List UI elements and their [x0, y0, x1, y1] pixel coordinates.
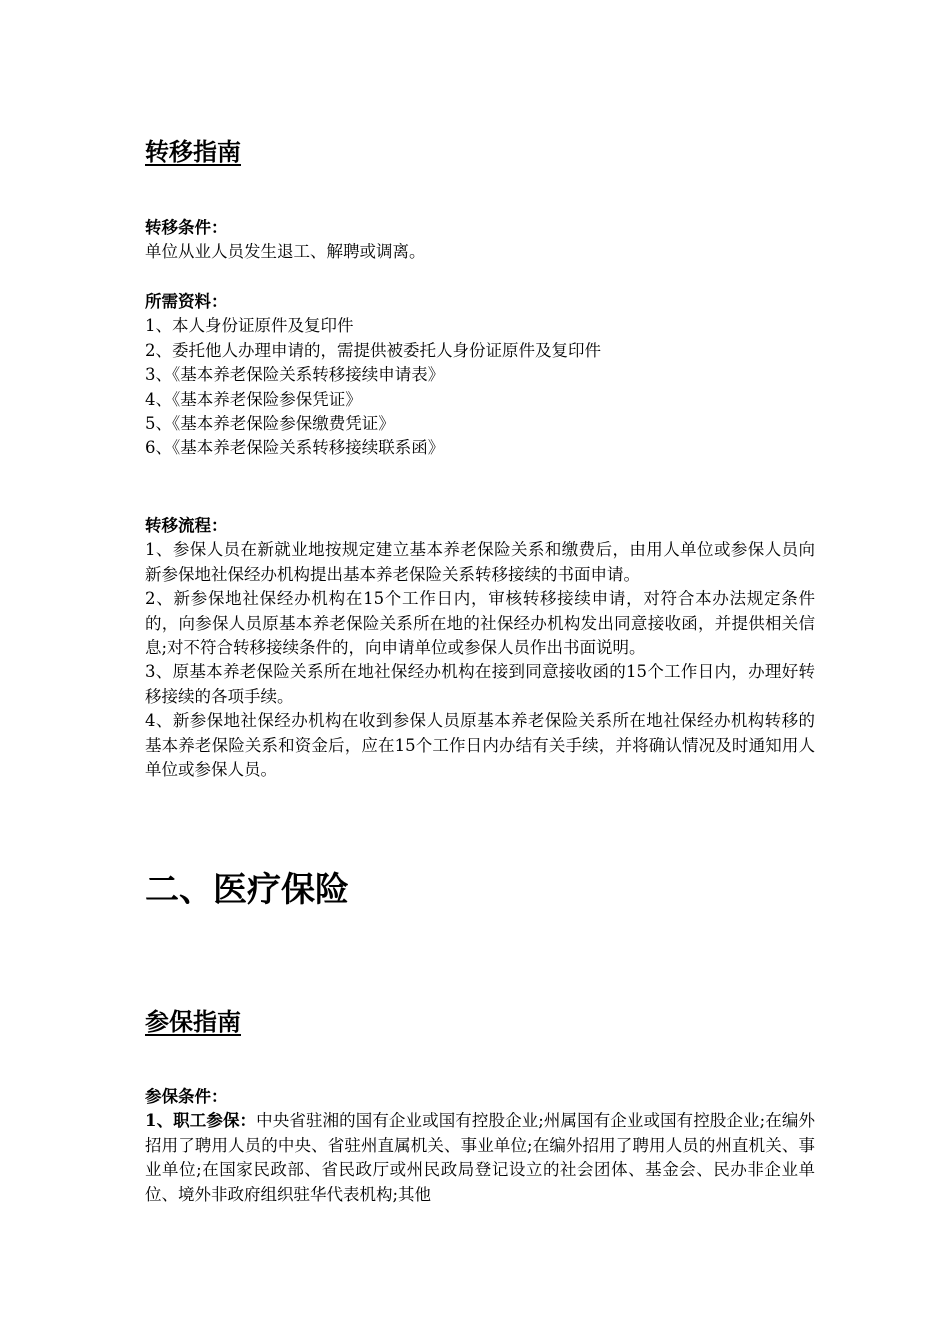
process-step: 2、新参保地社保经办机构在15个工作日内，审核转移接续申请，对符合本办法规定条件的，向参保人员原基本养老保险关系所在地的社保经办机构发出同意接收函，并提供相关信息;对不符合转移接续条件的，向申请单位或参保人员作出书面说明。: [145, 589, 815, 658]
materials-item: 3、《基本养老保险关系转移接续申请表》: [145, 365, 445, 385]
process-label: 转移流程：: [145, 516, 228, 535]
enroll-guide-title: 参保指南: [145, 1007, 241, 1036]
enroll-item-1-text: 中央省驻湘的国有企业或国有控股企业;州属国有企业或国有控股企业;在编外招用了聘用人员的中央、省驻州直属机关、事业单位;在编外招用了聘用人员的州直机关、事业单位;在国家民政部、省民政厅或州民政局登记设立的社会团体、基金会、民办非企业单位、境外非政府组织驻华代表机构;其他: [145, 1111, 816, 1204]
materials-section: [145, 290, 815, 461]
process-step: 3、原基本养老保险关系所在地社保经办机构在接到同意接收函的15个工作日内，办理好转移接续的各项手续。: [145, 662, 815, 706]
materials-item: 1、本人身份证原件及复印件: [145, 316, 354, 336]
enroll-conditions-label: 参保条件：: [145, 1087, 228, 1106]
section-two-heading: 二、医疗保险: [145, 870, 349, 910]
transfer-conditions-text: 单位从业人员发生退工、解聘或调离。: [145, 242, 426, 262]
enroll-item-1: [145, 1109, 815, 1207]
materials-item: 5、《基本养老保险参保缴费凭证》: [145, 414, 395, 434]
materials-item: 2、委托他人办理申请的，需提供被委托人身份证原件及复印件: [145, 340, 601, 360]
enroll-item-1-label: 1、职工参保：: [145, 1111, 257, 1131]
process-step: 4、新参保地社保经办机构在收到参保人员原基本养老保险关系所在地社保经办机构转移的基本养老保险关系和资金后，应在15个工作日内办结有关手续，并将确认情况及时通知用人单位或参保人员。: [145, 711, 815, 780]
process-step: 1、参保人员在新就业地按规定建立基本养老保险关系和缴费后，由用人单位或参保人员向新参保地社保经办机构提出基本养老保险关系转移接续的书面申请。: [145, 540, 815, 584]
materials-label: 所需资料：: [145, 292, 228, 311]
process-section: [145, 514, 815, 782]
transfer-guide-title: 转移指南: [145, 137, 241, 166]
materials-item: 6、《基本养老保险关系转移接续联系函》: [145, 438, 445, 458]
transfer-conditions-section: [145, 216, 815, 265]
transfer-conditions-label: 转移条件：: [145, 218, 228, 237]
enroll-conditions-section: [145, 1085, 815, 1207]
materials-item: 4、《基本养老保险参保凭证》: [145, 389, 362, 409]
